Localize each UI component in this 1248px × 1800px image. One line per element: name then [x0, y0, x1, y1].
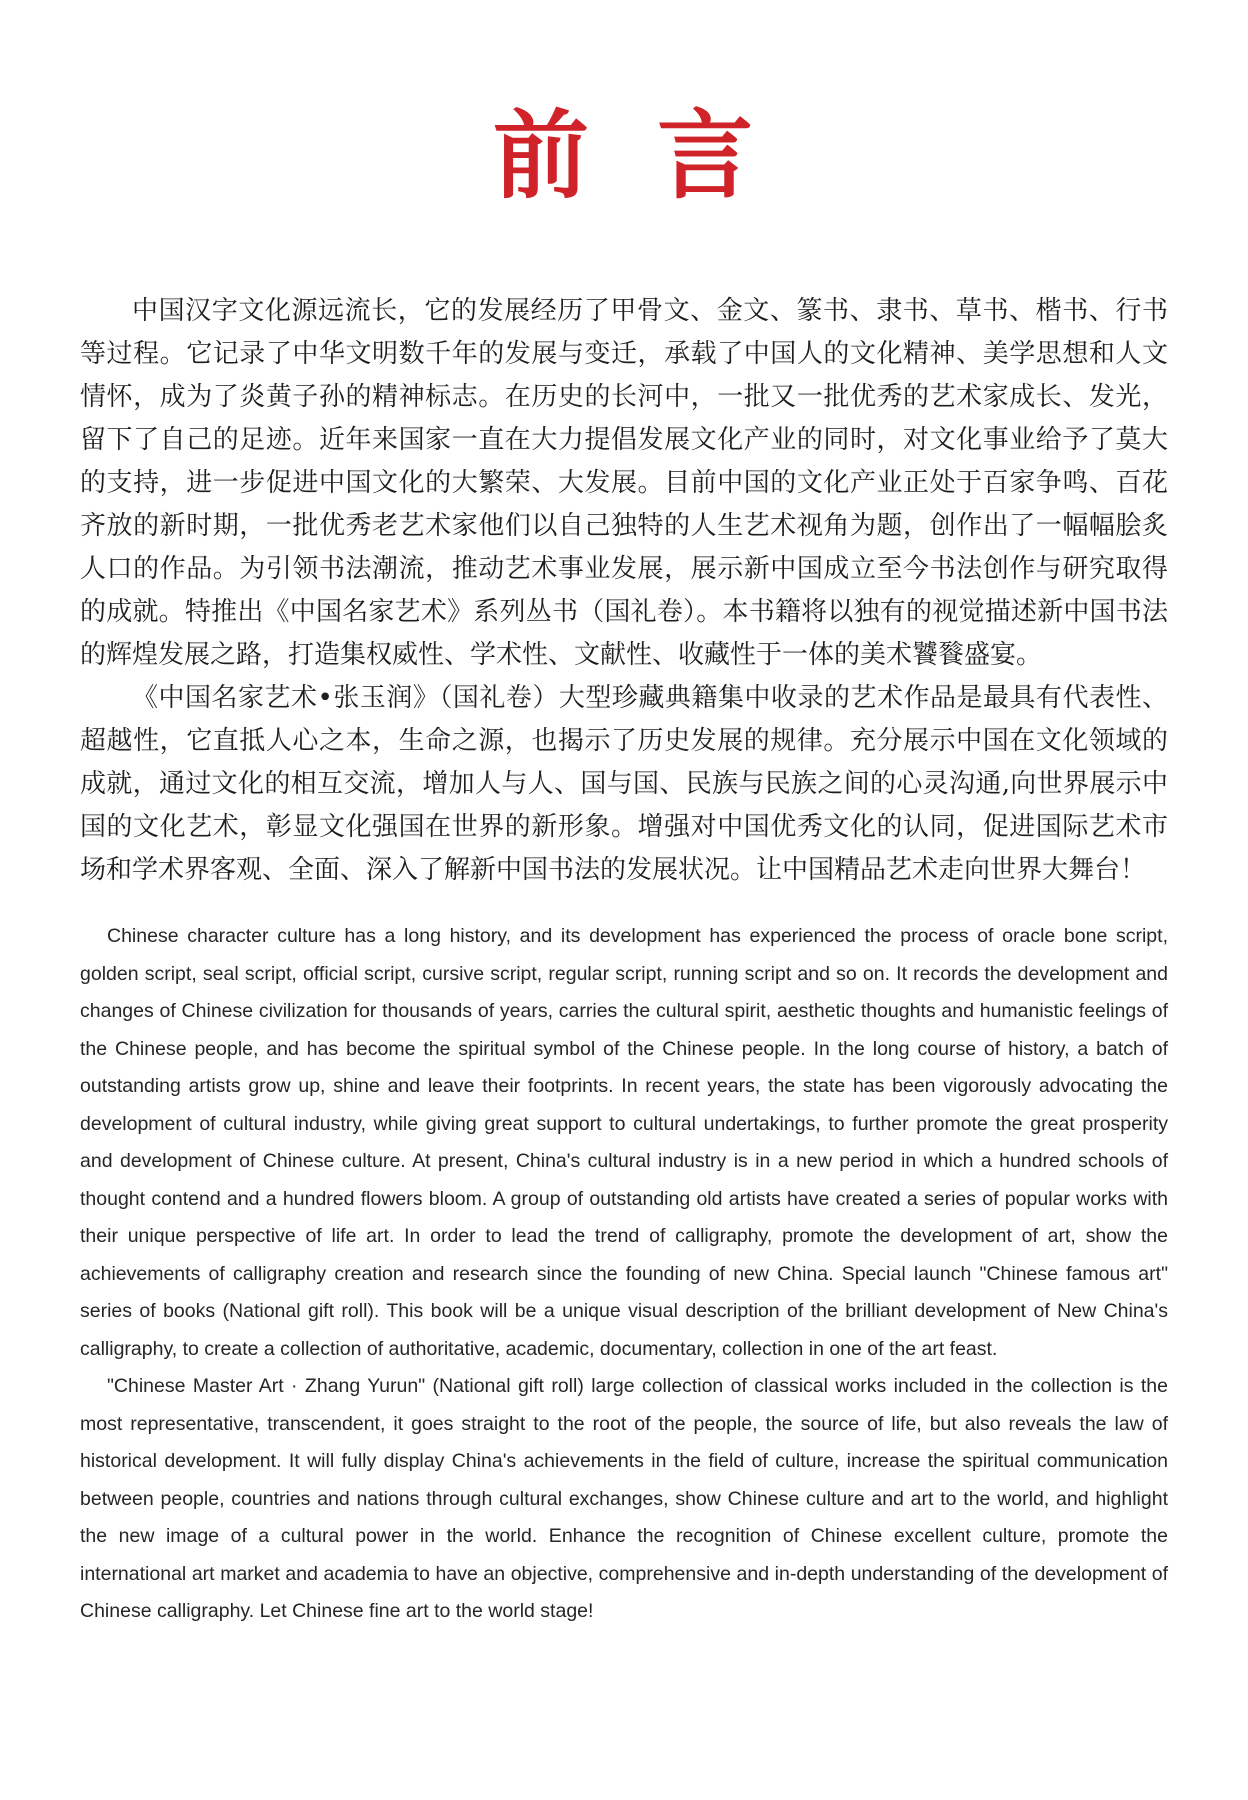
english-text-section: [80, 918, 1168, 1631]
chinese-paragraph-1: 中国汉字文化源远流长，它的发展经历了甲骨文、金文、篆书、隶书、草书、楷书、行书等过程。它记录了中华文明数千年的发展与变迁，承载了中国人的文化精神、美学思想和人文情怀，成为了炎黄子孙的精神标志。在历史的长河中，一批又一批优秀的艺术家成长、发光，留下了自己的足迹。近年来国家一直在大力提倡发展文化产业的同时，对文化事业给予了莫大的支持，进一步促进中国文化的大繁荣、大发展。目前中国的文化产业正处于百家争鸣、百花齐放的新时期，一批优秀老艺术家他们以自己独特的人生艺术视角为题，创作出了一幅幅脍炙人口的作品。为引领书法潮流，推动艺术事业发展，展示新中国成立至今书法创作与研究取得的成就。特推出《中国名家艺术》系列丛书（国礼卷）。本书籍将以独有的视觉描述新中国书法的辉煌发展之路，打造集权威性、学术性、文献性、收藏性于一体的美术饕餮盛宴。: [80, 296, 1168, 670]
english-paragraph-1: Chinese character culture has a long history, and its development has experienced the process of oracle bone script, golden script, seal script, official script, cursive script, regular script, running script and so on. It records the development and changes of Chinese civilization for thousands of years, carries the cultural spirit, aesthetic thoughts and humanistic feelings of the Chinese people, and has become the spiritual symbol of the Chinese people. In the long course of history, a batch of outstanding artists grow up, shine and leave their footprints. In recent years, the state has been vigorously advocating the development of cultural industry, while giving great support to cultural undertakings, to further promote the great prosperity and development of Chinese culture. At present, China's cultural industry is in a new period in which a hundred schools of thought contend and a hundred flowers bloom. A group of outstanding old artists have created a series of popular works with their unique perspective of life art. In order to lead the trend of calligraphy, promote the development of art, show the achievements of calligraphy creation and research since the founding of new China. Special launch "Chinese famous art" series of books (National gift roll). This book will be a unique visual description of the brilliant development of New China's calligraphy, to create a collection of authoritative, academic, documentary, collection in one of the art feast.: [80, 925, 1168, 1360]
chinese-paragraph-2: 《中国名家艺术•张玉润》（国礼卷）大型珍藏典籍集中收录的艺术作品是最具有代表性、超越性，它直抵人心之本，生命之源，也揭示了历史发展的规律。充分展示中国在文化领域的成就，通过文化的相互交流，增加人与人、国与国、民族与民族之间的心灵沟通,向世界展示中国的文化艺术，彰显文化强国在世界的新形象。增强对中国优秀文化的认同，促进国际艺术市场和学术界客观、全面、深入了解新中国书法的发展状况。让中国精品艺术走向世界大舞台！: [80, 683, 1168, 885]
page-title: 前 言: [492, 100, 756, 212]
english-paragraph-2: "Chinese Master Art · Zhang Yurun" (National gift roll) large collection of classical works included in the collection is the most representative, transcendent, it goes straight to the root of the people, the source of life, but also reveals the law of historical development. It will fully display China's achievements in the field of culture, increase the spiritual communication between people, countries and nations through cultural exchanges, show Chinese culture and art to the world, and highlight the new image of a cultural power in the world. Enhance the recognition of Chinese excellent culture, promote the international art market and academia to have an objective, comprehensive and in-depth understanding of the development of Chinese calligraphy. Let Chinese fine art to the world stage!: [80, 1375, 1168, 1622]
chinese-text-section: [80, 290, 1168, 892]
